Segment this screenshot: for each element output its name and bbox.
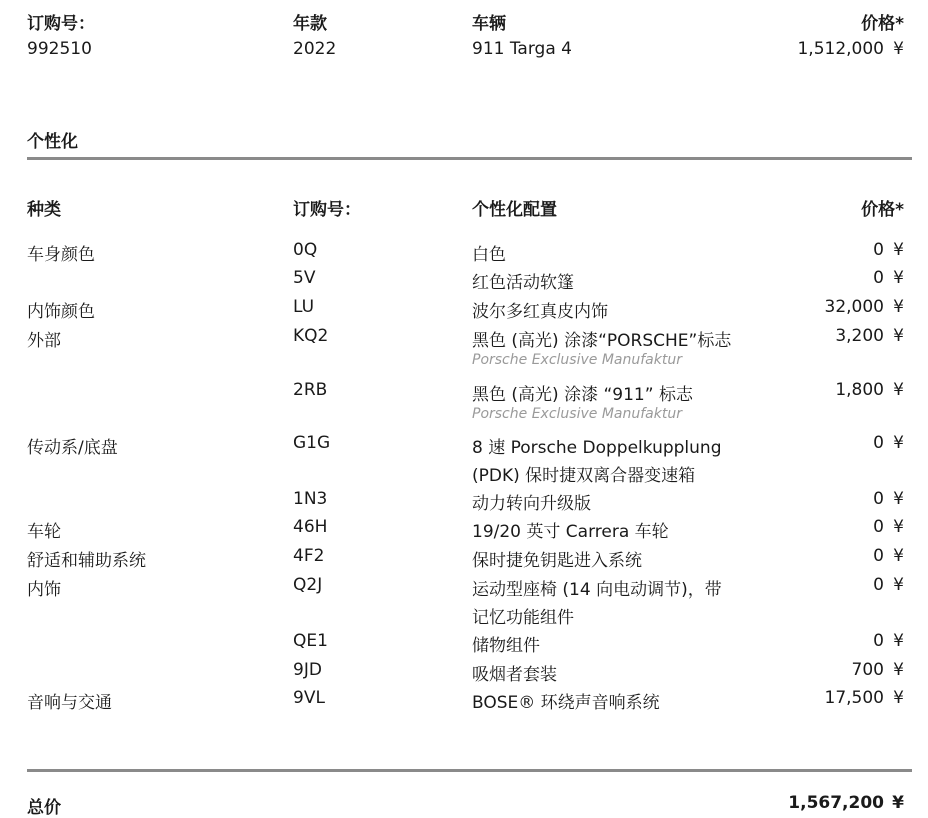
section-divider — [27, 157, 912, 160]
row-price — [825, 688, 904, 708]
row-price-value: 0 — [873, 575, 884, 595]
row-price-currency: ¥ — [893, 660, 904, 680]
row-code: KQ2 — [293, 326, 329, 346]
row-category: 舒适和辅助系统 — [27, 551, 146, 571]
order-number-value: 992510 — [27, 39, 92, 59]
col-header-config: 个性化配置 — [472, 200, 557, 220]
row-price-value: 0 — [873, 631, 884, 651]
total-price-value: 1,567,200 — [788, 793, 884, 813]
col-header-code: 订购号： — [293, 200, 361, 220]
total-price — [788, 793, 904, 813]
row-price — [852, 660, 904, 680]
row-price — [835, 326, 904, 346]
base-price-currency: ¥ — [893, 39, 904, 59]
row-config: 19/20 英寸 Carrera 车轮 — [472, 522, 669, 542]
row-code: 46H — [293, 517, 328, 537]
row-category: 车轮 — [27, 522, 61, 542]
row-code: Q2J — [293, 575, 323, 595]
row-config: 红色活动软篷 — [472, 273, 574, 293]
vehicle-value: 911 Targa 4 — [472, 39, 572, 59]
row-price — [835, 380, 904, 400]
row-category: 内饰 — [27, 580, 61, 600]
row-price-value: 1,800 — [835, 380, 884, 400]
row-note: Porsche Exclusive Manufaktur — [472, 406, 682, 422]
row-price-currency: ¥ — [893, 433, 904, 453]
row-price-currency: ¥ — [893, 517, 904, 537]
row-config: 波尔多红真皮内饰 — [472, 302, 608, 322]
row-config: 8 速 Porsche Doppelkupplung — [472, 438, 722, 458]
row-code: QE1 — [293, 631, 328, 651]
row-category: 车身颜色 — [27, 245, 95, 265]
row-price-value: 32,000 — [824, 297, 884, 317]
row-code: 9VL — [293, 688, 325, 708]
row-price-currency: ¥ — [893, 380, 904, 400]
row-config-line2: (PDK) 保时捷双离合器变速箱 — [472, 466, 696, 486]
row-note: Porsche Exclusive Manufaktur — [472, 352, 682, 368]
row-price-value: 17,500 — [824, 688, 884, 708]
row-price-currency: ¥ — [893, 297, 904, 317]
row-category: 内饰颜色 — [27, 302, 95, 322]
row-price-value: 700 — [851, 660, 884, 680]
row-price — [873, 631, 904, 651]
row-config: 保时捷免钥匙进入系统 — [472, 551, 642, 571]
model-year-value: 2022 — [293, 39, 337, 59]
row-price-currency: ¥ — [893, 240, 904, 260]
row-price-value: 0 — [873, 433, 884, 453]
col-header-price: 价格* — [861, 200, 904, 220]
row-price-currency: ¥ — [893, 326, 904, 346]
total-label: 总价 — [27, 798, 61, 818]
row-code: 1N3 — [293, 489, 328, 509]
row-price-currency: ¥ — [893, 546, 904, 566]
row-price-currency: ¥ — [893, 631, 904, 651]
row-config: 白色 — [472, 245, 506, 265]
row-config-line2: 记忆功能组件 — [472, 608, 574, 628]
row-config: 吸烟者套装 — [472, 665, 557, 685]
row-price-value: 0 — [873, 489, 884, 509]
row-config: 运动型座椅 (14 向电动调节)，带 — [472, 580, 722, 600]
row-price — [873, 240, 904, 260]
order-number-label: 订购号： — [27, 14, 95, 34]
row-price-currency: ¥ — [893, 489, 904, 509]
row-config: 黑色 (高光) 涂漆“PORSCHE”标志 — [472, 331, 732, 351]
section-title: 个性化 — [27, 132, 78, 152]
row-price — [873, 517, 904, 537]
row-code: 2RB — [293, 380, 328, 400]
model-year-label: 年款 — [293, 14, 327, 34]
total-divider — [27, 769, 912, 772]
row-config: 储物组件 — [472, 636, 540, 656]
row-category: 传动系/底盘 — [27, 438, 118, 458]
row-code: 4F2 — [293, 546, 325, 566]
row-price-currency: ¥ — [893, 575, 904, 595]
row-price-value: 0 — [873, 517, 884, 537]
row-code: 9JD — [293, 660, 322, 680]
row-code: LU — [293, 297, 315, 317]
row-price — [873, 575, 904, 595]
row-price-value: 0 — [873, 268, 884, 288]
row-price — [873, 546, 904, 566]
total-price-currency: ¥ — [892, 793, 904, 813]
row-category: 外部 — [27, 331, 61, 351]
row-price — [873, 433, 904, 453]
row-price-value: 3,200 — [835, 326, 884, 346]
col-header-category: 种类 — [27, 200, 61, 220]
row-config: 动力转向升级版 — [472, 494, 591, 514]
base-price — [797, 39, 904, 59]
row-price-value: 0 — [873, 240, 884, 260]
vehicle-label: 车辆 — [472, 14, 506, 34]
row-price — [825, 297, 904, 317]
row-price — [873, 268, 904, 288]
row-config: 黑色 (高光) 涂漆 “911” 标志 — [472, 385, 693, 405]
row-price-currency: ¥ — [893, 268, 904, 288]
row-price-value: 0 — [873, 546, 884, 566]
row-price-currency: ¥ — [893, 688, 904, 708]
row-price — [873, 489, 904, 509]
base-price-value: 1,512,000 — [797, 39, 884, 59]
row-category: 音响与交通 — [27, 693, 112, 713]
row-code: G1G — [293, 433, 331, 453]
row-config: BOSE® 环绕声音响系统 — [472, 693, 660, 713]
row-code: 5V — [293, 268, 316, 288]
row-code: 0Q — [293, 240, 318, 260]
price-label: 价格* — [861, 14, 904, 34]
